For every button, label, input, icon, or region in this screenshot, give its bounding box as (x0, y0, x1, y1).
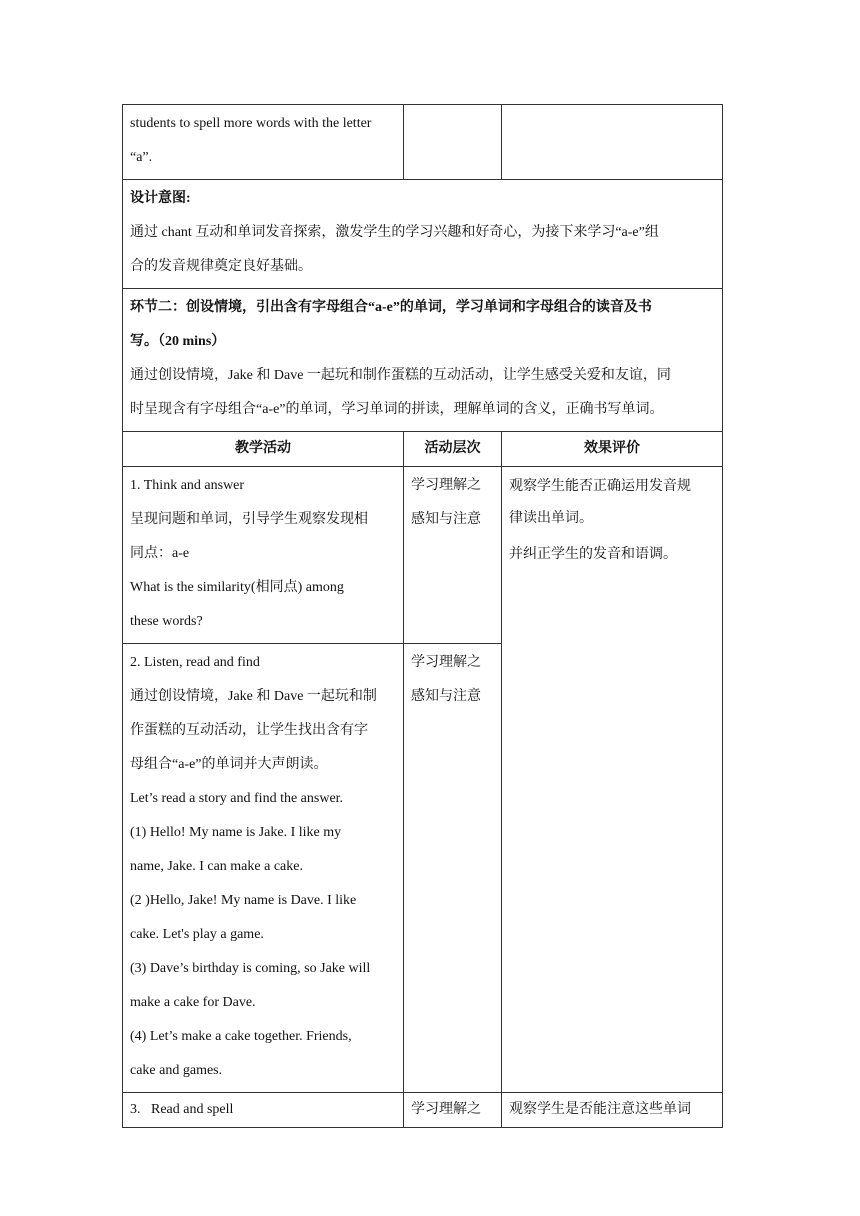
activity-line: make a cake for Dave. (130, 995, 256, 1010)
activity-line: 呈现问题和单词，引导学生观察发现相 (130, 512, 368, 527)
top-row-level-cell (404, 105, 502, 180)
activity-cell (123, 467, 404, 644)
level-line: 学习理解之 (411, 478, 481, 493)
activity-row-3 (123, 1093, 723, 1128)
activity-line: name, Jake. I can make a cake. (130, 859, 303, 874)
top-row-activity-cell (123, 105, 404, 180)
top-row-eval-cell (502, 105, 723, 180)
activity-line: 3. Read and spell (130, 1102, 234, 1117)
activity-cell (123, 1093, 404, 1128)
level-line: 学习理解之 (411, 1102, 481, 1117)
lesson-plan-table (122, 104, 723, 1128)
design-intent-line: 合的发音规律奠定良好基础。 (130, 259, 312, 274)
evaluation-line: 并纠正学生的发音和语调。 (509, 547, 677, 562)
activity-line: 2. Listen, read and find (130, 655, 260, 670)
section2-cell (123, 289, 723, 432)
activity-line: 同点：a-e (130, 546, 190, 561)
activity-line: (2 )Hello, Jake! My name is Dave. I like (130, 893, 357, 908)
evaluation-cell (502, 467, 723, 1093)
evaluation-cell (502, 1093, 723, 1128)
header-row (123, 432, 723, 467)
activity-line: 母组合“a-e”的单词并大声朗读。 (130, 757, 328, 772)
activity-line: 作蛋糕的互动活动，让学生找出含有字 (130, 723, 368, 738)
top-row (123, 105, 723, 180)
evaluation-line: 律读出单词。 (509, 511, 593, 526)
activity-line: 1. Think and answer (130, 478, 245, 493)
level-line: 感知与注意 (411, 512, 481, 527)
activity-line: these words? (130, 614, 203, 629)
activity-row-1 (123, 467, 723, 644)
design-intent-row (123, 180, 723, 289)
level-cell (404, 467, 502, 644)
design-intent-line: 通过 chant 互动和单词发音探索，激发学生的学习兴趣和好奇心，为接下来学习“a-e”组 (130, 225, 659, 240)
section2-title-line: 环节二：创设情境，引出含有字母组合“a-e”的单词，学习单词和字母组合的读音及书 (130, 300, 652, 315)
header-activity: 教学活动 (123, 432, 404, 467)
activity-line: cake. Let's play a game. (130, 927, 264, 942)
section2-desc-line: 时呈现含有字母组合“a-e”的单词，学习单词的拼读，理解单词的含义，正确书写单词。 (130, 402, 664, 417)
level-line: 学习理解之 (411, 655, 481, 670)
section2-desc-line: 通过创设情境，Jake 和 Dave 一起玩和制作蛋糕的互动活动，让学生感受关爱和友谊，同 (130, 368, 671, 383)
evaluation-line: 观察学生是否能注意这些单词 (509, 1102, 691, 1117)
evaluation-line: 观察学生能否正确运用发音规 (509, 479, 691, 494)
level-cell (404, 1093, 502, 1128)
activity-line: (1) Hello! My name is Jake. I like my (130, 825, 342, 840)
header-level: 活动层次 (404, 432, 502, 467)
section2-title-line: 写。（20 mins） (130, 334, 226, 349)
activity-line: What is the similarity(相同点) among (130, 580, 344, 595)
level-line: 感知与注意 (411, 689, 481, 704)
activity-line: (3) Dave’s birthday is coming, so Jake will (130, 961, 371, 976)
activity-line: (4) Let’s make a cake together. Friends, (130, 1029, 352, 1044)
top-row-line: “a”. (130, 150, 153, 165)
activity-line: cake and games. (130, 1063, 223, 1078)
level-cell (404, 644, 502, 1093)
activity-cell (123, 644, 404, 1093)
header-evaluation: 效果评价 (502, 432, 723, 467)
design-intent-title: 设计意图: (130, 191, 191, 206)
activity-line: 通过创设情境，Jake 和 Dave 一起玩和制 (130, 689, 377, 704)
section2-row (123, 289, 723, 432)
activity-line: Let’s read a story and find the answer. (130, 791, 344, 806)
top-row-line: students to spell more words with the letter (130, 116, 372, 131)
design-intent-cell (123, 180, 723, 289)
